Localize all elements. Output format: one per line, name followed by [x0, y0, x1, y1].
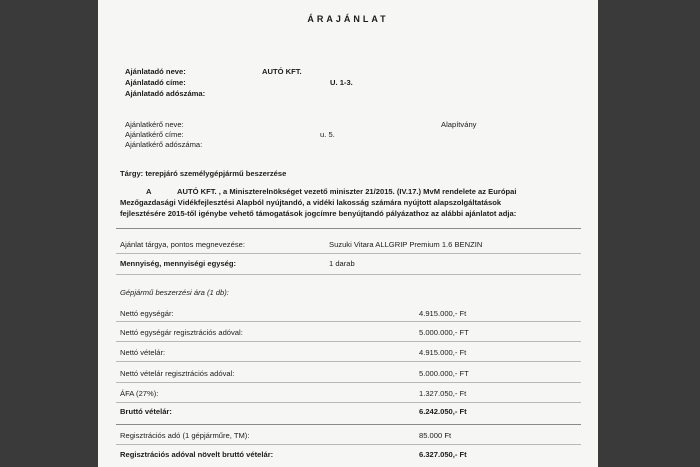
divider	[116, 228, 581, 229]
reg-tax-label: Regisztrációs adó (1 gépjárműre, TM):	[120, 431, 250, 440]
requester-tax-label: Ajánlatkérő adószáma:	[125, 140, 203, 149]
offerer-tax-label: Ajánlatadó adószáma:	[125, 89, 206, 98]
requester-name-label: Ajánlatkérő neve:	[125, 120, 184, 129]
divider	[116, 361, 581, 362]
intro-line-3: fejlesztésére 2015-től igénybe vehető támogatások jogcímre benyújtandó pályázathoz az alábbi ajánlatot adja:	[120, 209, 517, 218]
divider	[116, 402, 581, 403]
divider	[116, 424, 581, 425]
divider	[116, 253, 581, 254]
divider	[116, 444, 581, 445]
requester-address-value: u. 5.	[320, 130, 335, 139]
offerer-address-label: Ajánlatadó címe:	[125, 78, 186, 87]
divider	[116, 274, 581, 275]
requester-name-value: Alapítvány	[441, 120, 477, 129]
price-row-value: 4.915.000,- Ft	[419, 348, 467, 357]
offerer-name-value: AUTÓ KFT.	[262, 67, 302, 76]
divider	[116, 382, 581, 383]
intro-line-1a: A	[146, 187, 152, 196]
offerer-address-value: U. 1-3.	[330, 78, 353, 87]
price-row-label: Nettó vételár:	[120, 348, 166, 357]
price-row-value: 4.915.000,- Ft	[419, 309, 467, 318]
requester-address-label: Ajánlatkérő címe:	[125, 130, 184, 139]
gross-price-value: 6.242.050,- Ft	[419, 407, 467, 416]
quantity-value: 1 darab	[329, 259, 355, 268]
offer-subject-label: Ajánlat tárgya, pontos megnevezése:	[120, 240, 245, 249]
price-row-label: Nettó egységár:	[120, 309, 174, 318]
price-row-value: 5.000.000,- FT	[419, 369, 469, 378]
price-row-label: ÁFA (27%):	[120, 389, 159, 398]
gross-price-label: Bruttó vételár:	[120, 407, 172, 416]
quantity-label: Mennyiség, mennyiségi egység:	[120, 259, 237, 268]
price-heading: Gépjármű beszerzési ára (1 db):	[120, 288, 229, 297]
subject-line: Tárgy: terepjáró személygépjármű beszerzése	[120, 169, 287, 178]
reg-tax-value: 85.000 Ft	[419, 431, 452, 440]
divider	[116, 321, 581, 322]
document-page	[98, 0, 598, 467]
intro-line-1b: AUTÓ KFT. , a Miniszterelnökséget vezető miniszter 21/2015. (IV.17.) MvM rendelete az Európai	[177, 187, 517, 196]
total-gross-label: Regisztrációs adóval növelt bruttó vételár:	[120, 450, 274, 459]
price-row-value: 5.000.000,- FT	[419, 328, 469, 337]
divider	[116, 341, 581, 342]
total-gross-value: 6.327.050,- Ft	[419, 450, 467, 459]
offerer-name-label: Ajánlatadó neve:	[125, 67, 186, 76]
price-row-label: Nettó vételár regisztrációs adóval:	[120, 369, 235, 378]
intro-line-2: Mezőgazdasági Vidékfejlesztési Alapból nyújtandó, a vidéki lakosság számára nyújtott alapszolgáltatások	[120, 198, 502, 207]
document-title: ÁRAJÁNLAT	[307, 14, 389, 24]
price-row-value: 1.327.050,- Ft	[419, 389, 467, 398]
offer-subject-value: Suzuki Vitara ALLGRIP Premium 1.6 BENZIN	[329, 240, 483, 249]
price-row-label: Nettó egységár regisztrációs adóval:	[120, 328, 243, 337]
